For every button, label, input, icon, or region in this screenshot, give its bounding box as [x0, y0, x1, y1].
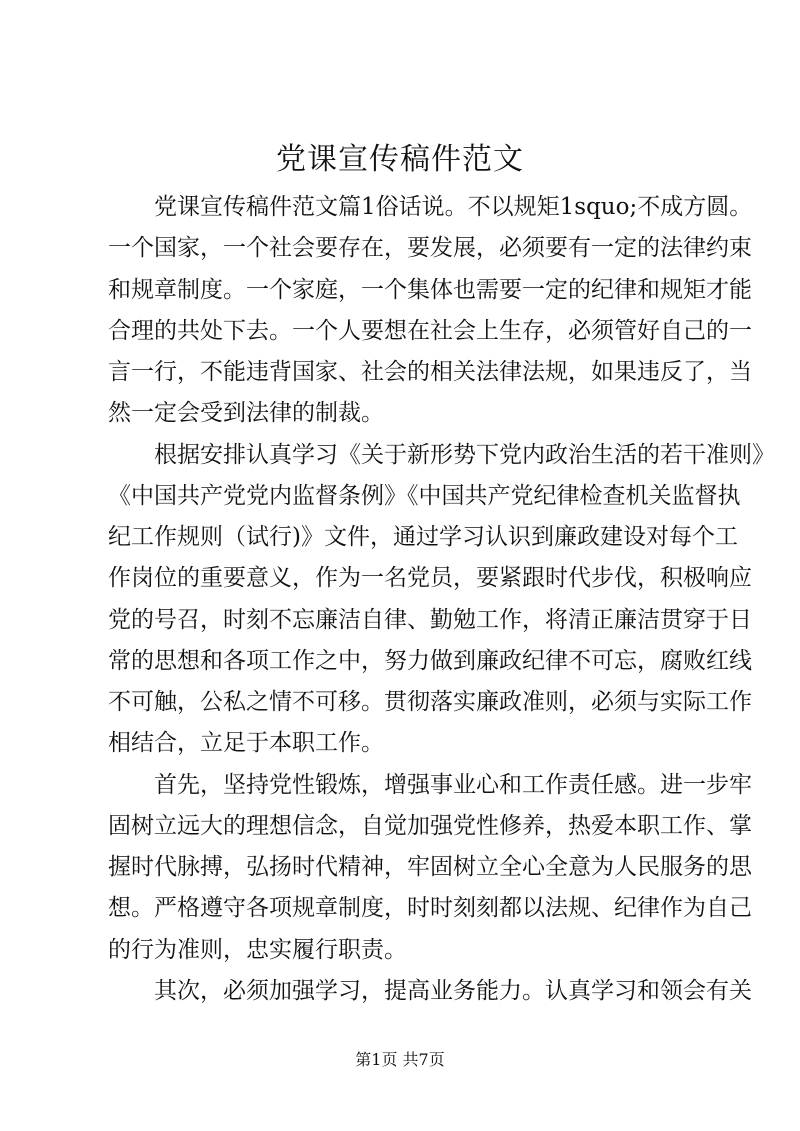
paragraph-line: 一个国家，一个社会要存在，要发展，必须要有一定的法律约束 [108, 235, 752, 262]
paragraph-line: 党课宣传稿件范文篇1俗话说。不以规矩1squo;不成方圆。 [154, 194, 753, 220]
paragraph-line: 纪工作规则（试行)》文件，通过学习认识到廉政建设对每个工 [108, 524, 738, 550]
paragraph-line: 不可触，公私之情不可移。贯彻落实廉政准则，必须与实际工作 [108, 689, 752, 715]
page-title: 党课宣传稿件范文 [276, 142, 524, 177]
paragraph-line: 合理的共处下去。一个人要想在社会上生存，必须管好自己的一 [108, 317, 752, 344]
paragraph-line: 的行为准则，忠实履行职责。 [108, 936, 407, 963]
paragraph-line: 党的号召，时刻不忘廉洁自律、勤勉工作，将清正廉洁贯穿于日 [108, 606, 752, 633]
paragraph-line: 作岗位的重要意义，作为一名党员，要紧跟时代步伐，积极响应 [108, 565, 752, 592]
paragraph-line: 首先，坚持党性锻炼，增强事业心和工作责任感。进一步牢 [154, 771, 752, 798]
paragraph-line: 和规章制度。一个家庭，一个集体也需要一定的纪律和规矩才能 [108, 276, 752, 303]
page-footer: 第1页 共7页 [355, 1050, 445, 1069]
paragraph-line: 其次，必须加强学习，提高业务能力。认真学习和领会有关 [154, 977, 752, 1004]
paragraph-line: 《中国共产党党内监督条例》《中国共产党纪律检查机关监督执 [108, 482, 741, 509]
paragraph-line: 根据安排认真学习《关于新形势下党内政治生活的若干准则》 [154, 441, 775, 468]
paragraph-line: 然一定会受到法律的制裁。 [108, 400, 384, 427]
paragraph-line: 相结合，立足于本职工作。 [108, 730, 384, 757]
paragraph-line: 固树立远大的理想信念，自觉加强党性修养，热爱本职工作、掌 [108, 812, 752, 839]
paragraph-line: 言一行，不能违背国家、社会的相关法律法规，如果违反了，当 [108, 359, 752, 385]
paragraph-line: 常的思想和各项工作之中，努力做到廉政纪律不可忘，腐败红线 [108, 647, 752, 674]
document-body [108, 187, 775, 1012]
paragraph-line: 想。严格遵守各项规章制度，时时刻刻都以法规、纪律作为自己 [108, 895, 752, 922]
paragraph-line: 握时代脉搏，弘扬时代精神，牢固树立全心全意为人民服务的思 [108, 854, 752, 880]
